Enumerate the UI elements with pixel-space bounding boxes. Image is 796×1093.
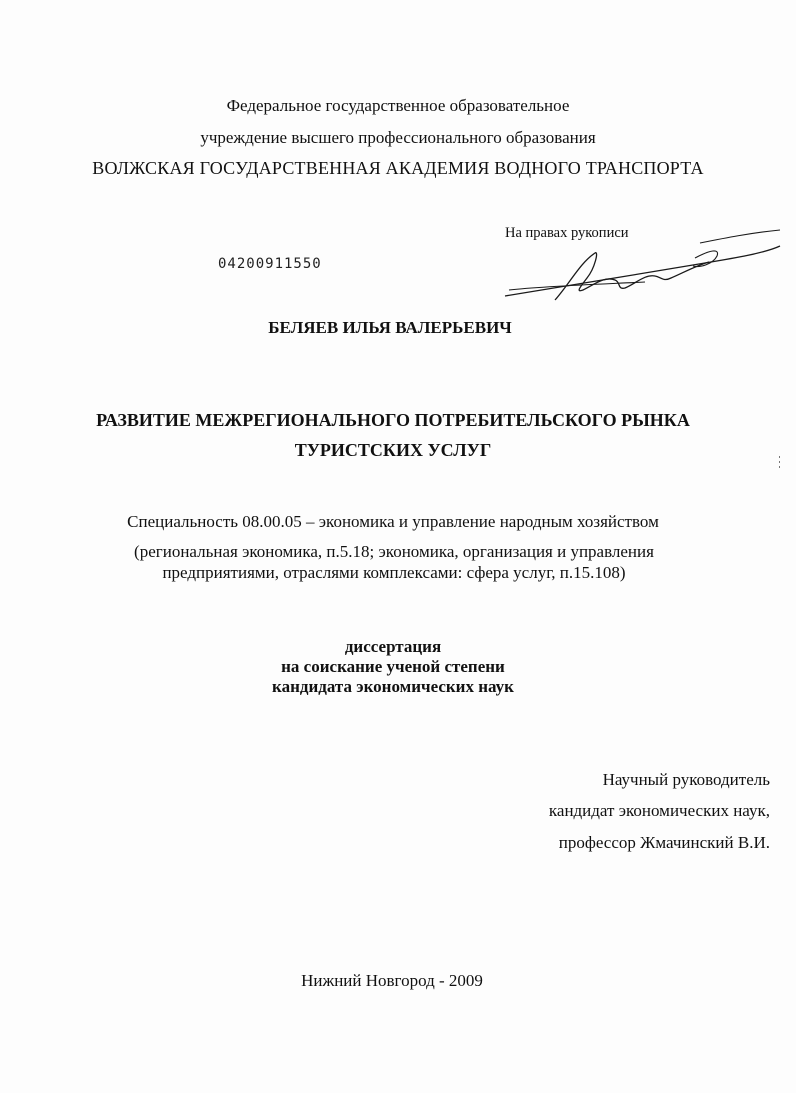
scan-specks bbox=[778, 455, 782, 469]
manuscript-note: На правах рукописи bbox=[505, 225, 629, 241]
dissertation-title-line-2: ТУРИСТСКИХ УСЛУГ bbox=[294, 440, 492, 460]
dissertation-title-line-1: РАЗВИТИЕ МЕЖРЕГИОНАЛЬНОГО ПОТРЕБИТЕЛЬСКОГО РЫНКА bbox=[96, 410, 690, 430]
city-year: Нижний Новгород - 2009 bbox=[301, 971, 483, 990]
specialty-line-3: предприятиями, отраслями комплексами: сфера услуг, п.15.108) bbox=[162, 563, 626, 582]
supervisor-line-3: профессор Жмачинский В.И. bbox=[558, 833, 770, 852]
degree-line-3: кандидата экономических наук bbox=[272, 677, 514, 696]
supervisor-line-1: Научный руководитель bbox=[602, 770, 770, 789]
institution-line-2: учреждение высшего профессионального образования bbox=[200, 128, 596, 147]
specialty-line-2: (региональная экономика, п.5.18; экономика, организация и управления bbox=[134, 542, 654, 561]
degree-line-1: диссертация bbox=[344, 637, 442, 656]
institution-line-1: Федеральное государственное образовательное bbox=[226, 96, 570, 115]
specialty-line-1: Специальность 08.00.05 – экономика и управление народным хозяйством bbox=[127, 512, 659, 531]
institution-name: ВОЛЖСКАЯ ГОСУДАРСТВЕННАЯ АКАДЕМИЯ ВОДНОГО ТРАНСПОРТА bbox=[92, 158, 704, 178]
supervisor-line-2: кандидат экономических наук, bbox=[548, 801, 770, 820]
author-name: БЕЛЯЕВ ИЛЬЯ ВАЛЕРЬЕВИЧ bbox=[268, 318, 512, 337]
archive-number: 04200911550 bbox=[218, 256, 322, 272]
handwritten-signature bbox=[495, 218, 785, 308]
degree-line-2: на соискание ученой степени bbox=[281, 657, 505, 676]
